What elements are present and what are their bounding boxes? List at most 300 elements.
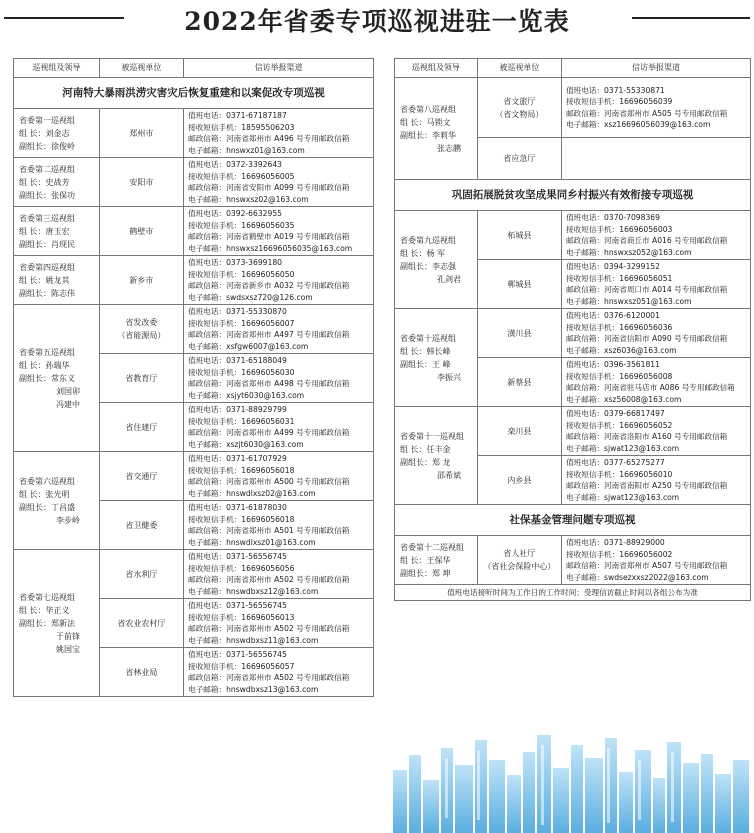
group-name: 省委第四巡视组: [19, 262, 75, 272]
email-address-value: hnswxsz02@163.com: [226, 194, 309, 204]
inspected-unit-cell: [477, 211, 561, 260]
group-deputy-extra: 张志鹏: [437, 143, 461, 153]
group-leader: 组 长：史战芳: [19, 177, 70, 187]
report-channels-cell: [184, 207, 374, 256]
inspection-group-cell: [14, 207, 100, 256]
inspected-unit-cell: [477, 456, 561, 505]
unit-name: 柘城县: [507, 230, 532, 240]
duty-phone-label: 值班电话：: [566, 311, 605, 320]
sms-phone-value: 16696056051: [619, 273, 673, 283]
group-leader: 组 长：毕正义: [19, 605, 70, 615]
email-address-line: [566, 443, 746, 455]
postal-box-label: 邮政信箱：: [188, 183, 227, 192]
inspected-unit-cell: [477, 78, 561, 138]
group-deputy: 副组长：李莉华: [400, 130, 456, 140]
sms-phone-label: 接收短信手机：: [188, 661, 242, 671]
table-row: [14, 305, 374, 354]
postal-box-line: [566, 382, 746, 394]
sms-phone-value: 16696056035: [241, 220, 295, 230]
sms-phone-label: 接收短信手机：: [188, 269, 242, 279]
postal-box-label: 邮政信箱：: [188, 575, 227, 584]
sms-phone-value: 16696056018: [241, 465, 295, 475]
postal-box-value: 河南省鹤壁市 A019 号专用邮政信箱: [226, 232, 350, 241]
duty-phone-label: 值班电话：: [188, 307, 227, 316]
email-address-line: [566, 296, 746, 308]
duty-phone-value: 0371-88929000: [604, 538, 665, 547]
duty-phone-line: [188, 600, 369, 612]
group-name: 省委第五巡视组: [19, 347, 75, 357]
postal-box-line: [188, 231, 369, 243]
email-address-value: xszjt6030@163.com: [226, 439, 304, 449]
group-leader: 组 长：杨 军: [400, 248, 446, 258]
duty-phone-line: [566, 261, 746, 273]
duty-phone-value: 0377-65275277: [604, 458, 665, 467]
unit-name: 省交通厅: [125, 471, 158, 481]
duty-phone-label: 值班电话：: [188, 160, 227, 169]
email-address-value: hnswdlxsz01@163.com: [226, 537, 316, 547]
group-deputy: 副组长：张保功: [19, 190, 75, 200]
postal-box-value: 河南省郑州市 A500 号专用邮政信箱: [226, 477, 350, 486]
inspected-unit-cell: [99, 452, 183, 501]
group-deputy: 副组长：王 峰: [400, 359, 451, 369]
group-name: 省委第十二巡视组: [400, 542, 464, 552]
table-row: [14, 207, 374, 256]
email-address-line: [188, 439, 369, 451]
report-channels-cell: [184, 452, 374, 501]
postal-box-value: 河南省商丘市 A016 号专用邮政信箱: [604, 236, 728, 245]
duty-phone-label: 值班电话：: [566, 360, 605, 369]
unit-name: 省教育厅: [125, 373, 158, 383]
email-address-line: [566, 119, 746, 131]
email-address-value: xsz56008@163.com: [604, 394, 682, 404]
unit-name: 内乡县: [507, 475, 532, 485]
postal-box-value: 河南省安阳市 A099 号专用邮政信箱: [226, 183, 350, 192]
email-address-line: [188, 145, 369, 157]
report-channels-cell: [184, 648, 374, 697]
group-name: 省委第六巡视组: [19, 476, 75, 486]
inspected-unit-cell: [99, 550, 183, 599]
duty-phone-value: 0371-56556745: [226, 552, 287, 561]
inspection-group-cell: [395, 78, 478, 180]
inspection-group-cell: [14, 256, 100, 305]
duty-phone-label: 值班电话：: [188, 405, 227, 414]
table-row: [395, 536, 751, 585]
sms-phone-label: 接收短信手机：: [188, 122, 242, 132]
postal-box-label: 邮政信箱：: [188, 526, 227, 535]
group-name: 省委第七巡视组: [19, 592, 75, 602]
sms-phone-value: 16696056031: [241, 416, 295, 426]
sms-phone-value: 18595506203: [241, 122, 295, 132]
report-channels-cell: [562, 260, 751, 309]
group-deputy: 副组长：郑 龙: [400, 457, 451, 467]
sms-phone-label: 接收短信手机：: [188, 465, 242, 475]
group-deputy: 副组长：常东义: [19, 373, 75, 383]
email-address-line: [188, 586, 369, 598]
inspected-unit-cell: [99, 207, 183, 256]
group-leader: 组 长：孙瑞华: [19, 360, 70, 370]
group-name: 省委第十一巡视组: [400, 431, 464, 441]
group-deputy-extra: 孔剑君: [437, 274, 461, 284]
table-row: [395, 78, 751, 138]
postal-box-line: [188, 525, 369, 537]
sms-phone-line: [566, 469, 746, 481]
table-row: [14, 158, 374, 207]
group-leader: 组 长：任丰金: [400, 444, 451, 454]
sms-phone-line: [188, 318, 369, 330]
inspected-unit-cell: [477, 260, 561, 309]
duty-phone-label: 值班电话：: [188, 356, 227, 365]
group-name: 省委第十巡视组: [400, 333, 456, 343]
group-name: 省委第三巡视组: [19, 213, 75, 223]
duty-phone-value: 0376-6120001: [604, 311, 660, 320]
group-deputy-extra: 于前锋: [56, 631, 80, 641]
duty-phone-line: [188, 110, 369, 122]
group-name: 省委第九巡视组: [400, 235, 456, 245]
email-address-label: 电子邮箱：: [188, 292, 227, 302]
email-address-value: hnswxz01@163.com: [226, 145, 305, 155]
duty-phone-value: 0371-56556745: [226, 650, 287, 659]
table-row: [14, 256, 374, 305]
sms-phone-label: 接收短信手机：: [188, 367, 242, 377]
postal-box-value: 河南省信阳市 A090 号专用邮政信箱: [604, 334, 728, 343]
inspected-unit-cell: [99, 501, 183, 550]
inspected-unit-cell: [477, 138, 561, 180]
email-address-label: 电子邮箱：: [566, 296, 605, 306]
postal-box-line: [188, 672, 369, 684]
inspected-unit-cell: [477, 358, 561, 407]
header-unit: 被巡视单位: [477, 59, 561, 78]
sms-phone-value: 16696056013: [241, 612, 295, 622]
email-address-line: [188, 488, 369, 500]
postal-box-value: 河南省郑州市 A502 号专用邮政信箱: [226, 575, 350, 584]
postal-box-line: [566, 480, 746, 492]
sms-phone-label: 接收短信手机：: [188, 171, 242, 181]
postal-box-label: 邮政信箱：: [188, 477, 227, 486]
postal-box-label: 邮政信箱：: [566, 108, 605, 118]
sms-phone-value: 16696056039: [619, 97, 673, 106]
duty-phone-label: 值班电话：: [188, 258, 227, 267]
postal-box-value: 河南省郑州市 A505 号专用邮政信箱: [604, 108, 728, 118]
sms-phone-line: [188, 367, 369, 379]
report-channels-cell: [184, 354, 374, 403]
report-channels-cell: [562, 407, 751, 456]
group-leader: 组 长：韩长峰: [400, 346, 451, 356]
group-deputy-extra: 冯建中: [56, 399, 80, 409]
email-address-value: hnswxsz16696056035@163.com: [226, 243, 353, 253]
duty-phone-label: 值班电话：: [188, 209, 227, 218]
sms-phone-line: [188, 514, 369, 526]
postal-box-line: [566, 431, 746, 443]
group-deputy: 副组长：徐俊岭: [19, 141, 75, 151]
email-address-value: sjwat123@163.com: [604, 492, 680, 502]
email-address-value: xsz16696056039@163.com: [604, 120, 711, 129]
postal-box-value: 河南省郑州市 A502 号专用邮政信箱: [226, 624, 350, 633]
email-address-line: [188, 684, 369, 696]
duty-phone-value: 0371-65188049: [226, 356, 287, 365]
sms-phone-label: 接收短信手机：: [188, 563, 242, 573]
section-row: [395, 505, 751, 536]
duty-phone-line: [188, 306, 369, 318]
unit-name: 省水利厅: [125, 569, 158, 579]
duty-phone-line: [188, 257, 369, 269]
group-leader: 组 长：马锁文: [400, 117, 451, 127]
report-channels-cell: [184, 256, 374, 305]
page-title: 2022年省委专项巡视进驻一览表: [176, 7, 578, 36]
group-name: 省委第一巡视组: [19, 115, 75, 125]
header-row: [14, 59, 374, 78]
email-address-value: hnswdbxsz12@163.com: [226, 586, 319, 596]
duty-phone-value: 0371-55330871: [604, 85, 665, 95]
email-address-label: 电子邮箱：: [566, 394, 605, 404]
unit-name: 省人社厅: [503, 549, 536, 558]
duty-phone-value: 0370-7098369: [604, 213, 660, 222]
duty-phone-value: 0371-61707929: [226, 454, 287, 463]
postal-box-line: [188, 476, 369, 488]
inspection-group-cell: [395, 211, 478, 309]
duty-phone-line: [188, 355, 369, 367]
duty-phone-line: [566, 408, 746, 420]
inspection-group-cell: [14, 158, 100, 207]
sms-phone-line: [188, 612, 369, 624]
duty-phone-value: 0396-3561811: [604, 360, 660, 369]
section-title: 河南特大暴雨洪涝灾害灾后恢复重建和以案促改专项巡视: [14, 78, 374, 109]
email-address-label: 电子邮箱：: [188, 586, 227, 596]
sms-phone-label: 接收短信手机：: [188, 318, 242, 328]
postal-box-line: [188, 378, 369, 390]
table-row: [395, 309, 751, 358]
email-address-label: 电子邮箱：: [188, 488, 227, 498]
sms-phone-line: [566, 371, 746, 383]
email-address-line: [188, 635, 369, 647]
section-title: 巩固拓展脱贫攻坚成果同乡村振兴有效衔接专项巡视: [395, 180, 751, 211]
group-leader: 组 长：姚龙其: [19, 275, 70, 285]
group-leader: 组 长：张光明: [19, 489, 70, 499]
unit-name: 省住建厅: [125, 422, 158, 432]
sms-phone-value: 16696056003: [619, 224, 673, 234]
report-channels-cell: [184, 550, 374, 599]
sms-phone-line: [188, 122, 369, 134]
report-channels-cell: [184, 501, 374, 550]
header-row: [395, 59, 751, 78]
header-channel: 信访举报渠道: [184, 59, 374, 78]
sms-phone-line: [188, 563, 369, 575]
duty-phone-value: 0372-3392643: [226, 160, 282, 169]
sms-phone-line: [188, 416, 369, 428]
group-leader: 组 长：刘金志: [19, 128, 70, 138]
duty-phone-label: 值班电话：: [566, 213, 605, 222]
sms-phone-label: 接收短信手机：: [566, 549, 620, 559]
email-address-label: 电子邮箱：: [566, 247, 605, 257]
sms-phone-line: [188, 171, 369, 183]
email-address-line: [566, 394, 746, 406]
unit-name: 省应急厅: [503, 154, 536, 163]
postal-box-line: [566, 333, 746, 345]
postal-box-label: 邮政信箱：: [566, 334, 605, 343]
city-skyline-illustration: [391, 730, 751, 833]
right-table: [394, 58, 751, 601]
duty-phone-line: [188, 404, 369, 416]
sms-phone-line: [188, 661, 369, 673]
group-deputy-extra: 李振兴: [437, 372, 461, 382]
email-address-label: 电子邮箱：: [188, 390, 227, 400]
inspected-unit-cell: [99, 109, 183, 158]
sms-phone-label: 接收短信手机：: [566, 371, 620, 381]
report-channels-cell: [562, 358, 751, 407]
sms-phone-line: [188, 220, 369, 232]
sms-phone-line: [188, 269, 369, 281]
duty-phone-line: [188, 502, 369, 514]
report-channels-cell: [184, 599, 374, 648]
postal-box-line: [566, 235, 746, 247]
title-bar: [0, 0, 754, 40]
email-address-label: 电子邮箱：: [188, 194, 227, 204]
header-unit: 被巡视单位: [99, 59, 183, 78]
inspected-unit-cell: [99, 305, 183, 354]
postal-box-line: [188, 133, 369, 145]
duty-phone-label: 值班电话：: [188, 503, 227, 512]
report-channels-cell: [184, 403, 374, 452]
duty-phone-value: 0373-3699180: [226, 258, 282, 267]
sms-phone-label: 接收短信手机：: [566, 97, 620, 106]
unit-name: 安阳市: [129, 177, 154, 187]
duty-phone-line: [566, 212, 746, 224]
postal-box-value: 河南省郑州市 A507 号专用邮政信箱: [604, 561, 728, 570]
email-address-label: 电子邮箱：: [188, 341, 227, 351]
duty-phone-value: 0371-88929799: [226, 405, 287, 414]
postal-box-line: [188, 427, 369, 439]
email-address-value: hnswdlxsz02@163.com: [226, 488, 316, 498]
postal-box-line: [566, 108, 746, 120]
sms-phone-value: 16696056057: [241, 661, 295, 671]
postal-box-label: 邮政信箱：: [188, 134, 227, 143]
postal-box-value: 河南省郑州市 A496 号专用邮政信箱: [226, 134, 350, 143]
note-row: [395, 585, 751, 601]
unit-name: 省发改委: [125, 318, 158, 327]
unit-name: 栾川县: [507, 426, 532, 436]
duty-phone-value: 0379-66817497: [604, 409, 665, 418]
postal-box-label: 邮政信箱：: [188, 281, 227, 290]
inspected-unit-cell: [477, 309, 561, 358]
postal-box-value: 河南省郑州市 A498 号专用邮政信箱: [226, 379, 350, 388]
duty-phone-value: 0371-67187187: [226, 111, 287, 120]
unit-name: 省文旅厅: [503, 96, 536, 106]
inspection-group-cell: [14, 109, 100, 158]
postal-box-line: [566, 560, 746, 572]
report-channels-cell: [562, 211, 751, 260]
postal-box-label: 邮政信箱：: [566, 561, 605, 570]
postal-box-value: 河南省郑州市 A499 号专用邮政信箱: [226, 428, 350, 437]
sms-phone-line: [188, 465, 369, 477]
email-address-value: xsz6036@163.com: [604, 345, 677, 355]
inspected-unit-cell: [99, 599, 183, 648]
postal-box-label: 邮政信箱：: [188, 624, 227, 633]
email-address-label: 电子邮箱：: [188, 537, 227, 547]
unit-name: 省卫健委: [125, 520, 158, 530]
postal-box-label: 邮政信箱：: [188, 232, 227, 241]
postal-box-label: 邮政信箱：: [566, 285, 605, 294]
email-address-value: hnswdbxsz13@163.com: [226, 684, 319, 694]
email-address-line: [188, 243, 369, 255]
header-group: 巡视组及领导: [14, 59, 100, 78]
report-channels-cell: [184, 305, 374, 354]
inspected-unit-cell: [99, 354, 183, 403]
inspection-group-cell: [14, 452, 100, 550]
postal-box-label: 邮政信箱：: [566, 383, 605, 392]
duty-phone-value: 0371-55330870: [226, 307, 287, 316]
duty-phone-line: [566, 85, 746, 97]
group-deputy-extra: 李步岭: [56, 515, 80, 525]
email-address-line: [566, 247, 746, 259]
duty-phone-value: 0371-56556745: [226, 601, 287, 610]
sms-phone-value: 16696056018: [241, 514, 295, 524]
group-deputy-extra: 刘国卯: [56, 386, 80, 396]
inspected-unit-cell: [99, 158, 183, 207]
section-row: [395, 180, 751, 211]
email-address-label: 电子邮箱：: [566, 345, 605, 355]
sms-phone-label: 接收短信手机：: [188, 514, 242, 524]
sms-phone-value: 16696056056: [241, 563, 295, 573]
table-row: [395, 407, 751, 456]
postal-box-label: 邮政信箱：: [188, 428, 227, 437]
postal-box-label: 邮政信箱：: [188, 673, 227, 682]
sms-phone-label: 接收短信手机：: [566, 420, 620, 430]
group-deputy: 副组长：李志强: [400, 261, 456, 271]
duty-phone-label: 值班电话：: [188, 650, 227, 659]
sms-phone-label: 接收短信手机：: [566, 224, 620, 234]
header-group: 巡视组及领导: [395, 59, 478, 78]
sms-phone-line: [566, 273, 746, 285]
section-title: 社保基金管理问题专项巡视: [395, 505, 751, 536]
inspected-unit-cell: [477, 407, 561, 456]
email-address-label: 电子邮箱：: [188, 439, 227, 449]
sms-phone-value: 16696056007: [241, 318, 295, 328]
postal-box-label: 邮政信箱：: [566, 432, 605, 441]
unit-subname: （省文物局）: [495, 109, 544, 119]
group-deputy-extra: 姚国宝: [56, 644, 80, 654]
sms-phone-label: 接收短信手机：: [566, 273, 620, 283]
postal-box-value: 河南省南阳市 A250 号专用邮政信箱: [604, 481, 728, 490]
postal-box-label: 邮政信箱：: [566, 236, 605, 245]
email-address-label: 电子邮箱：: [188, 684, 227, 694]
sms-phone-value: 16696056030: [241, 367, 295, 377]
email-address-label: 电子邮箱：: [188, 635, 227, 645]
sms-phone-label: 接收短信手机：: [188, 612, 242, 622]
group-name: 省委第八巡视组: [400, 104, 456, 114]
postal-box-value: 河南省驻马店市 A086 号专用邮政信箱: [604, 383, 735, 392]
unit-name: 新乡市: [129, 275, 154, 285]
table-row: [14, 452, 374, 501]
unit-subname: （省社会保险中心）: [483, 562, 556, 571]
sms-phone-value: 16696056008: [619, 371, 673, 381]
postal-box-line: [188, 182, 369, 194]
postal-box-label: 邮政信箱：: [188, 379, 227, 388]
left-table: [13, 58, 374, 697]
sms-phone-value: 16696056052: [619, 420, 673, 430]
sms-phone-value: 16696056002: [619, 549, 673, 559]
unit-name: 新蔡县: [507, 377, 532, 387]
postal-box-line: [188, 280, 369, 292]
footnote: 值班电话接听时间为工作日的工作时间；受理信访截止时间以各组公布为准: [395, 585, 751, 601]
duty-phone-label: 值班电话：: [188, 601, 227, 610]
postal-box-value: 河南省郑州市 A501 号专用邮政信箱: [226, 526, 350, 535]
email-address-line: [566, 345, 746, 357]
email-address-line: [566, 492, 746, 504]
report-channels-cell: [184, 109, 374, 158]
sms-phone-line: [566, 420, 746, 432]
duty-phone-value: 0392-6632955: [226, 209, 282, 218]
unit-name: 省农业农村厅: [117, 618, 166, 628]
duty-phone-line: [566, 359, 746, 371]
